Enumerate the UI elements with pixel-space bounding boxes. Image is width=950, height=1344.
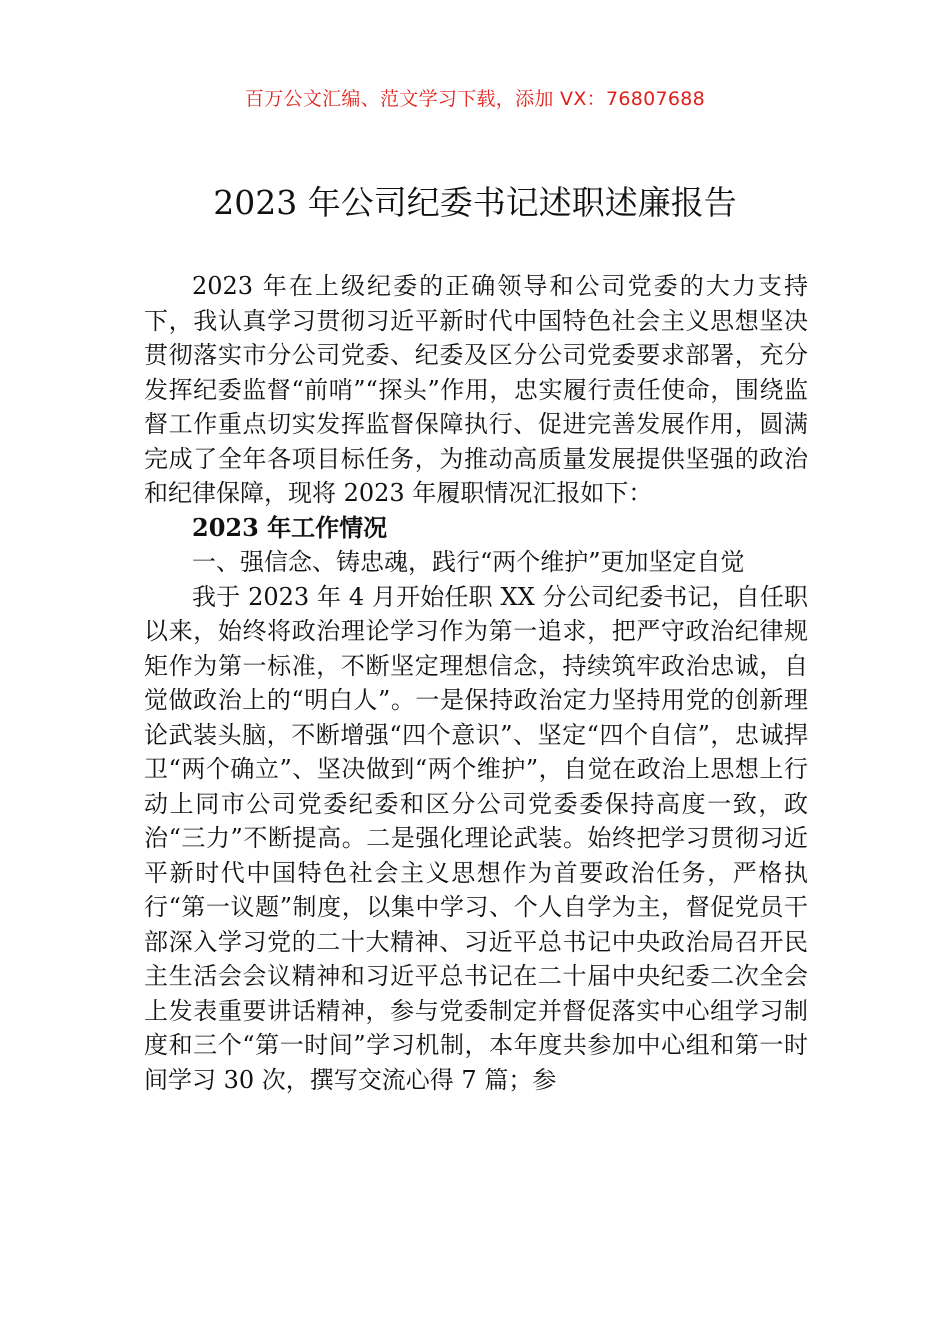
page-title: 2023 年公司纪委书记述职述廉报告	[213, 183, 737, 222]
intro-paragraph: 2023 年在上级纪委的正确领导和公司党委的大力支持下，我认真学习贯彻习近平新时代中国特色社会主义思想坚决贯彻落实市分公司党委、纪委及区分公司党委要求部署，充分发挥纪委监督“前哨”“探头”作用，忠实履行责任使命，围绕监督工作重点切实发挥监督保障执行、促进完善发展作用，圆满完成了全年各项目标任务，为推动高质量发展提供坚强的政治和纪律保障，现将 2023 年履职情况汇报如下：	[144, 272, 808, 507]
subsection-heading: 一、强信念、铸忠魂，践行“两个维护”更加坚定自觉	[192, 548, 745, 576]
body-paragraph: 我于 2023 年 4 月开始任职 XX 分公司纪委书记，自任职以来，始终将政治理论学习作为第一追求，把严守政治纪律规矩作为第一标准，不断坚定理想信念，持续筑牢政治忠诚，自觉做政治上的“明白人”。一是保持政治定力坚持用党的创新理论武装头脑，不断增强“四个意识”、坚定“四个自信”，忠诚捍卫“两个确立”、坚决做到“两个维护”，自觉在政治上思想上行动上同市公司党委纪委和区分公司党委委保持高度一致，政治“三力”不断提高。二是强化理论武装。始终把学习贯彻习近平新时代中国特色社会主义思想作为首要政治任务，严格执行“第一议题”制度，以集中学习、个人自学为主，督促党员干部深入学习党的二十大精神、习近平总书记中央政治局召开民主生活会会议精神和习近平总书记在二十届中央纪委二次全会上发表重要讲话精神，参与党委制定并督促落实中心组学习制度和三个“第一时间”学习机制，本年度共参加中心组和第一时间学习 30 次，撰写交流心得 7 篇；参	[144, 582, 808, 1094]
watermark-header: 百万公文汇编、范文学习下载，添加 VX：76807688	[244, 88, 706, 110]
document-body	[144, 269, 808, 1097]
section-heading: 2023 年工作情况	[192, 512, 388, 542]
